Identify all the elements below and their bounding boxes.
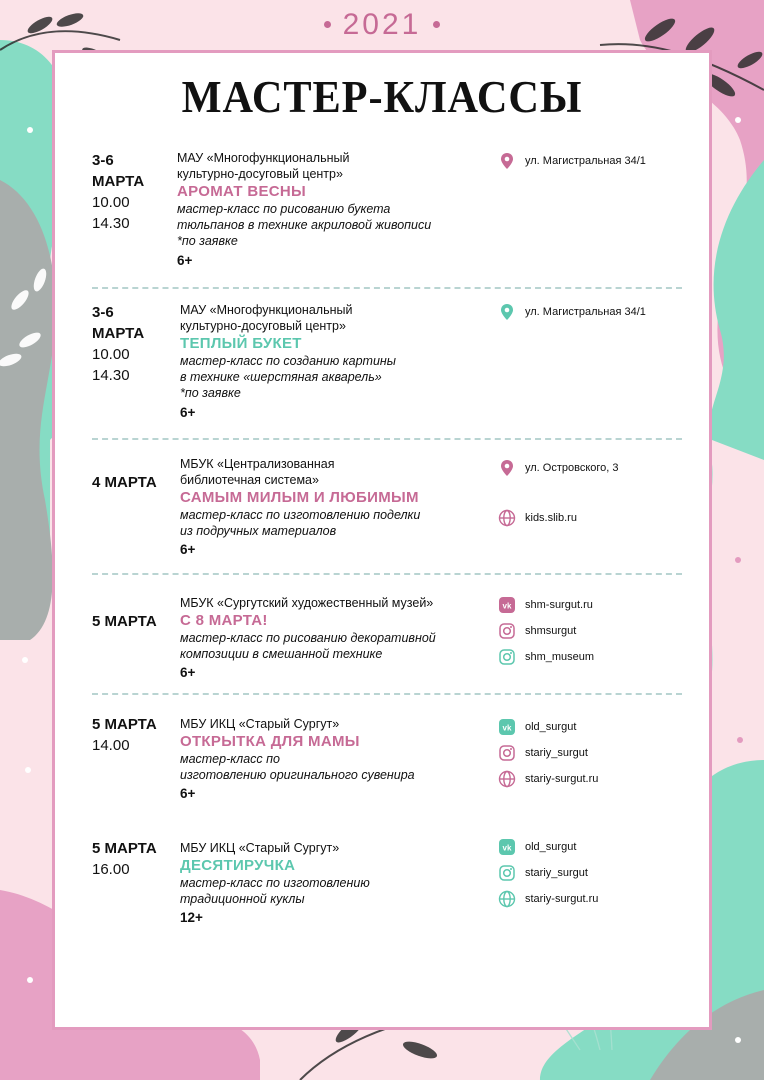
age-rating: 12+ xyxy=(180,910,203,925)
contact-link[interactable]: kids.slib.ru xyxy=(525,512,577,524)
globe-icon xyxy=(498,509,516,527)
event-contacts xyxy=(498,148,708,174)
age-rating: 6+ xyxy=(180,405,196,420)
year-text: 2021 xyxy=(342,8,422,41)
event-description: в технике «шерстяная акварель» xyxy=(180,370,382,384)
age-rating: 6+ xyxy=(180,786,196,801)
organizer-line: МБУ ИКЦ «Старый Сургут» xyxy=(180,717,340,731)
contact-link[interactable]: stariy_surgut xyxy=(525,747,588,759)
event-date xyxy=(92,472,157,493)
contact-text: ул. Магистральная 34/1 xyxy=(525,155,646,167)
contact-vk[interactable] xyxy=(498,714,708,740)
vk-icon xyxy=(498,838,516,856)
event-description: композиции в смешанной технике xyxy=(180,647,383,661)
divider xyxy=(92,693,682,695)
date-days: 3-6 xyxy=(92,304,114,321)
location-pin-icon xyxy=(498,152,516,170)
contact-address xyxy=(498,148,708,174)
event-description: мастер-класс по xyxy=(180,752,280,766)
location-pin-icon xyxy=(498,303,516,321)
event-description: изготовлению оригинального сувенира xyxy=(180,768,415,782)
contact-text: ул. Островского, 3 xyxy=(525,462,619,474)
contact-link[interactable]: old_surgut xyxy=(525,721,577,733)
event-info xyxy=(180,302,500,424)
event-card-5 xyxy=(52,714,712,814)
event-description: мастер-класс по рисованию букета xyxy=(177,202,391,216)
page-title: МАСТЕР-КЛАССЫ xyxy=(181,71,583,122)
event-contacts xyxy=(498,714,708,792)
event-name: С 8 МАРТА! xyxy=(180,612,268,629)
divider xyxy=(92,573,682,575)
contact-instagram[interactable] xyxy=(498,618,708,644)
event-contacts xyxy=(498,834,708,912)
organizer-line: культурно-досуговый центр» xyxy=(180,319,346,333)
event-description: мастер-класс по рисованию декоративной xyxy=(180,631,436,645)
organizer-line: МБУК «Сургутский художественный музей» xyxy=(180,596,434,610)
year-heading xyxy=(0,8,764,42)
contact-instagram[interactable] xyxy=(498,644,708,670)
instagram-icon xyxy=(498,864,516,882)
contact-link[interactable]: shm_museum xyxy=(525,651,595,663)
organizer-line: МБУ ИКЦ «Старый Сургут» xyxy=(180,841,340,855)
event-description: из подручных материалов xyxy=(180,524,337,538)
event-info xyxy=(180,456,500,561)
event-date xyxy=(92,150,144,234)
event-info xyxy=(180,716,500,805)
time-1: 10.00 xyxy=(92,346,130,363)
instagram-icon xyxy=(498,744,516,762)
event-description: мастер-класс по изготовлению xyxy=(180,876,370,890)
event-card-2 xyxy=(52,302,712,432)
time-1: 10.00 xyxy=(92,194,130,211)
event-info xyxy=(180,595,510,684)
contact-link[interactable]: stariy-surgut.ru xyxy=(525,773,599,785)
event-description: традиционной куклы xyxy=(180,892,305,906)
registration-note: *по заявке xyxy=(180,386,241,400)
event-info xyxy=(180,840,500,929)
age-rating: 6+ xyxy=(177,253,193,268)
event-name: ОТКРЫТКА ДЛЯ МАМЫ xyxy=(180,733,360,750)
organizer-line: МАУ «Многофункциональный xyxy=(177,151,350,165)
event-card-3 xyxy=(52,456,712,566)
contact-instagram[interactable] xyxy=(498,860,708,886)
date-month: МАРТА xyxy=(92,173,145,190)
date-days: 4 МАРТА xyxy=(92,474,157,491)
event-card-6 xyxy=(52,838,712,938)
vk-icon xyxy=(498,718,516,736)
divider xyxy=(92,287,682,289)
event-description: мастер-класс по созданию картины xyxy=(180,354,396,368)
contact-text: ул. Магистральная 34/1 xyxy=(525,306,646,318)
time-2: 14.30 xyxy=(92,367,130,384)
contact-vk[interactable] xyxy=(498,834,708,860)
instagram-icon xyxy=(498,622,516,640)
contact-link[interactable]: shm-surgut.ru xyxy=(525,599,593,611)
globe-icon xyxy=(498,890,516,908)
event-name: АРОМАТ ВЕСНЫ xyxy=(177,183,307,200)
divider xyxy=(92,438,682,440)
event-date xyxy=(92,302,144,386)
event-contacts xyxy=(498,455,708,531)
time-2: 14.30 xyxy=(92,215,130,232)
location-pin-icon xyxy=(498,459,516,477)
event-contacts xyxy=(498,592,708,670)
event-description: тюльпанов в технике акриловой живописи xyxy=(177,218,432,232)
age-rating: 6+ xyxy=(180,665,196,680)
date-days: 5 МАРТА xyxy=(92,716,157,733)
contact-vk[interactable] xyxy=(498,592,708,618)
contact-website[interactable] xyxy=(498,766,708,792)
time-1: 14.00 xyxy=(92,737,130,754)
vk-icon xyxy=(498,596,516,614)
date-days: 3-6 xyxy=(92,152,114,169)
contact-website[interactable] xyxy=(498,505,708,531)
event-card-4 xyxy=(52,595,712,695)
event-date xyxy=(92,714,157,756)
date-days: 5 МАРТА xyxy=(92,840,157,857)
contact-instagram[interactable] xyxy=(498,740,708,766)
event-card-1 xyxy=(52,150,712,280)
contact-link[interactable]: stariy_surgut xyxy=(525,867,588,879)
contact-address xyxy=(498,299,708,325)
contact-address xyxy=(498,455,708,481)
contact-link[interactable]: stariy-surgut.ru xyxy=(525,893,599,905)
time-1: 16.00 xyxy=(92,861,130,878)
age-rating: 6+ xyxy=(180,542,196,557)
organizer-line: МБУК «Централизованная xyxy=(180,457,335,471)
instagram-icon xyxy=(498,648,516,666)
contact-website[interactable] xyxy=(498,886,708,912)
organizer-line: библиотечная система» xyxy=(180,473,319,487)
event-name: САМЫМ МИЛЫМ И ЛЮБИМЫМ xyxy=(180,489,419,506)
date-month: МАРТА xyxy=(92,325,145,342)
event-name: ТЕПЛЫЙ БУКЕТ xyxy=(180,335,302,352)
event-contacts xyxy=(498,299,708,325)
date-days: 5 МАРТА xyxy=(92,613,157,630)
globe-icon xyxy=(498,770,516,788)
event-date xyxy=(92,838,157,880)
organizer-line: культурно-досуговый центр» xyxy=(177,167,343,181)
organizer-line: МАУ «Многофункциональный xyxy=(180,303,353,317)
event-info xyxy=(177,150,497,272)
event-name: ДЕСЯТИРУЧКА xyxy=(180,857,296,874)
contact-link[interactable]: old_surgut xyxy=(525,841,577,853)
registration-note: *по заявке xyxy=(177,234,238,248)
contact-link[interactable]: shmsurgut xyxy=(525,625,577,637)
event-description: мастер-класс по изготовлению поделки xyxy=(180,508,421,522)
event-date xyxy=(92,611,157,632)
